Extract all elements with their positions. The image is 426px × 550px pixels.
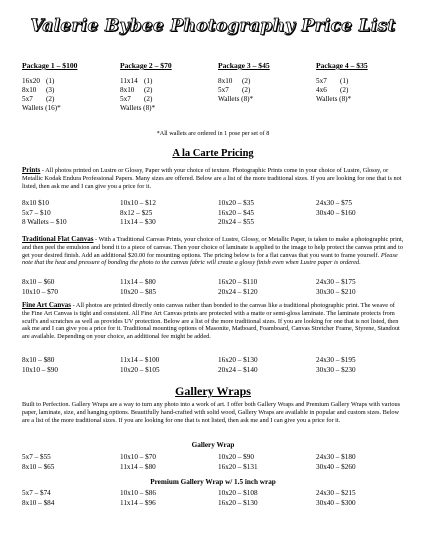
prints-heading: Prints <box>22 166 41 174</box>
price-cell: 8 Wallets – $10 <box>22 218 67 227</box>
price-cell: 10x20 – $108 <box>218 489 258 497</box>
package-item-size: 5x7 <box>218 86 229 94</box>
package-column <box>316 61 414 113</box>
package-item <box>316 95 414 104</box>
package-item-qty: (2) <box>242 86 251 94</box>
prints-price-grid <box>22 199 414 228</box>
price-cell: 20x24 – $120 <box>218 287 258 296</box>
page-title: Valerie Bybee Photography Price List <box>30 16 396 36</box>
package-item <box>120 95 218 104</box>
price-row <box>22 453 414 463</box>
price-cell: 10x10 – $70 <box>120 453 156 461</box>
package-item-size: 5x7 <box>22 95 33 103</box>
price-row <box>22 356 414 366</box>
package-item <box>218 86 316 95</box>
price-cell: 10x20 – $90 <box>218 453 254 461</box>
price-cell: 10x10 – $12 <box>120 199 156 207</box>
price-cell: 24x30 – $175 <box>316 278 356 286</box>
price-cell: 8x10 – $84 <box>22 498 55 507</box>
art-canvas-description <box>22 302 404 341</box>
price-cell: 5x7 – $10 <box>22 208 51 217</box>
package-item <box>22 86 120 95</box>
package-item <box>316 77 414 86</box>
package-item-qty: (2) <box>144 86 153 94</box>
package-heading: Package 4 – $35 <box>316 61 368 70</box>
package-item-size: 11x14 <box>120 77 138 85</box>
price-row <box>22 218 414 228</box>
package-item <box>218 95 316 104</box>
price-row <box>22 199 414 209</box>
price-cell: 11x14 – $80 <box>120 278 156 286</box>
package-item <box>22 104 120 113</box>
package-heading: Package 2 – $70 <box>120 61 172 70</box>
premium-wrap-price-grid <box>22 489 414 508</box>
package-item-qty: (2) <box>242 77 251 85</box>
package-item-qty: (3) <box>46 86 55 94</box>
art-canvas-price-grid <box>22 356 414 375</box>
package-item-qty: (1) <box>144 77 153 85</box>
price-row <box>22 288 414 298</box>
price-row <box>22 209 414 219</box>
price-cell: 10x20 – $35 <box>218 199 254 207</box>
packages-row <box>22 61 414 113</box>
price-cell: 24x30 – $195 <box>316 356 356 364</box>
gallery-wrap-price-grid <box>22 453 414 472</box>
price-cell: 30x30 – $210 <box>316 287 356 296</box>
package-item-qty: (2) <box>340 86 349 94</box>
flat-canvas-text: - With a Traditional Canvas Prints, your choice of Lustre, Glossy, or Metallic Paper, is taken to make a photographic print, and then peel the emulsion and bond it to a piece of canvas. Then your choice of laminate is applied to the image to help protect the canvas print and to get your desired finish. Add an additional $20.00 for mounting options. The pricing below is for a flat canvas that you want to frame yourself. <box>22 236 404 259</box>
package-heading: Package 3 – $45 <box>218 61 270 70</box>
price-cell: 20x24 – $55 <box>218 218 254 227</box>
price-cell: 16x20 – $130 <box>218 356 258 364</box>
price-cell: 11x14 – $100 <box>120 356 160 364</box>
package-item-qty: (2) <box>46 95 55 103</box>
package-item-qty: (1) <box>340 77 349 85</box>
prints-description <box>22 167 404 190</box>
gallery-wrap-heading: Gallery Wrap <box>191 441 235 449</box>
price-cell: 8x10 $10 <box>22 199 49 207</box>
package-item-size: 8x10 <box>22 86 37 94</box>
package-item <box>22 77 120 86</box>
flat-canvas-heading: Traditional Flat Canvas <box>22 235 94 243</box>
price-row <box>22 278 414 288</box>
package-column <box>120 61 218 113</box>
price-cell: 11x14 – $96 <box>120 498 156 507</box>
package-item <box>22 95 120 104</box>
price-cell: 30x40 – $160 <box>316 208 356 217</box>
price-cell: 5x7 – $74 <box>22 489 51 497</box>
package-heading: Package 1 – $100 <box>22 61 78 70</box>
price-cell: 30x30 – $230 <box>316 365 356 374</box>
alacarte-heading: A la Carte Pricing <box>172 148 254 159</box>
price-cell: 8x12 – $25 <box>120 208 153 217</box>
price-cell: 8x10 – $60 <box>22 278 55 286</box>
package-column <box>22 61 120 113</box>
price-cell: 11x14 – $30 <box>120 218 156 227</box>
price-cell: 16x20 – $131 <box>218 462 258 471</box>
price-cell: 16x20 – $45 <box>218 208 254 217</box>
price-cell: 24x30 – $75 <box>316 199 352 207</box>
wallet-note: *All wallets are ordered in 1 pose per set of 8 <box>156 130 270 137</box>
package-item-size: 8x10 <box>120 86 135 94</box>
package-item-size: 8x10 <box>218 77 233 85</box>
price-row <box>22 366 414 376</box>
art-canvas-text: - All photos are printed directly onto canvas rather than bonded to the canvas like a traditional photographic print. The weave of the Fine Art Canvas is tight and consistent. All Fine Art Canvas prints are protected with a matte or semi-gloss laminate. The laminate protects from scuff's and scratches as well as provides UV protection. Below are a list of the more traditional sizes. If you are looking for one that is not listed, then ask me and I can give you a price for it. Traditional mounting options of Masonite, Matboard, Foamboard, Canvas Stretcher Frame, Styrene, Standout are available. Depending on your choice, an additional fee might be added. <box>22 302 400 341</box>
package-item <box>120 86 218 95</box>
package-item-size: 5x7 <box>316 77 327 85</box>
prints-text: - All photos printed on Lustre or Glossy, Paper with your choice of texture. Photographic Prints come in your choice of Lustre, Glossy, or Metallic Kodak Endura Professional Papers. Many sizes are offered. Below are a list of the more traditional sizes. If you are looking for one that is not listed, then ask me and I can give you a price for it. <box>22 167 402 190</box>
price-cell: 30x40 – $300 <box>316 498 356 507</box>
package-item <box>120 77 218 86</box>
price-row <box>22 499 414 509</box>
price-cell: 16x20 – $110 <box>218 278 258 286</box>
price-cell: 8x10 – $80 <box>22 356 55 364</box>
price-cell: 10x20 – $85 <box>120 287 156 296</box>
flat-canvas-note: Please note that the heat and pressure of bonding the photo to the canvas fabric will create a glossy finish even when Lustre paper is ordered. <box>22 251 398 267</box>
price-cell: 24x30 – $215 <box>316 489 356 497</box>
package-item-size: 16x20 <box>22 77 40 85</box>
price-row <box>22 463 414 473</box>
package-item-size: Wallets (8)* <box>218 95 254 103</box>
package-item-size: 4x6 <box>316 86 327 94</box>
flat-canvas-price-grid <box>22 278 414 297</box>
package-item-size: Wallets (16)* <box>22 104 61 112</box>
package-item <box>120 104 218 113</box>
price-cell: 20x24 – $140 <box>218 365 258 374</box>
price-cell: 11x14 – $80 <box>120 462 156 471</box>
package-item-size: Wallets (8)* <box>120 104 156 112</box>
gallery-description: Built to Perfection. Gallery Wraps are a way to turn any photo into a work of art. I offer both Gallery Wraps and Premium Gallery Wraps with various paper, laminate, size, and hanging options. Beautifully hand-crafted with solid wood, Gallery Wraps are available in popular and custom sizes. Below are a list of the more traditional sizes. If you are looking for one that is not listed, then ask me and I can give you a price for it. <box>22 401 401 424</box>
package-item-size: 5x7 <box>120 95 131 103</box>
art-canvas-heading: Fine Art Canvas <box>22 301 71 309</box>
price-cell: 8x10 – $65 <box>22 462 55 471</box>
price-cell: 24x30 – $180 <box>316 453 356 461</box>
gallery-heading: Gallery Wraps <box>175 384 251 398</box>
price-cell: 10x10 – $70 <box>22 287 58 296</box>
price-cell: 10x20 – $105 <box>120 365 160 374</box>
package-item-qty: (2) <box>144 95 153 103</box>
price-cell: 16x20 – $130 <box>218 498 258 507</box>
package-item <box>316 86 414 95</box>
price-cell <box>316 218 414 228</box>
price-cell: 30x40 – $260 <box>316 462 356 471</box>
package-column <box>218 61 316 113</box>
price-cell: 10x10 – $90 <box>22 365 58 374</box>
package-item-qty: (1) <box>46 77 55 85</box>
price-cell: 5x7 – $55 <box>22 453 51 461</box>
price-cell: 10x10 – $86 <box>120 489 156 497</box>
flat-canvas-description <box>22 236 404 267</box>
premium-wrap-heading: Premium Gallery Wrap w/ 1.5 inch wrap <box>150 478 276 486</box>
package-item-size: Wallets (8)* <box>316 95 352 103</box>
price-row <box>22 489 414 499</box>
package-item <box>218 77 316 86</box>
